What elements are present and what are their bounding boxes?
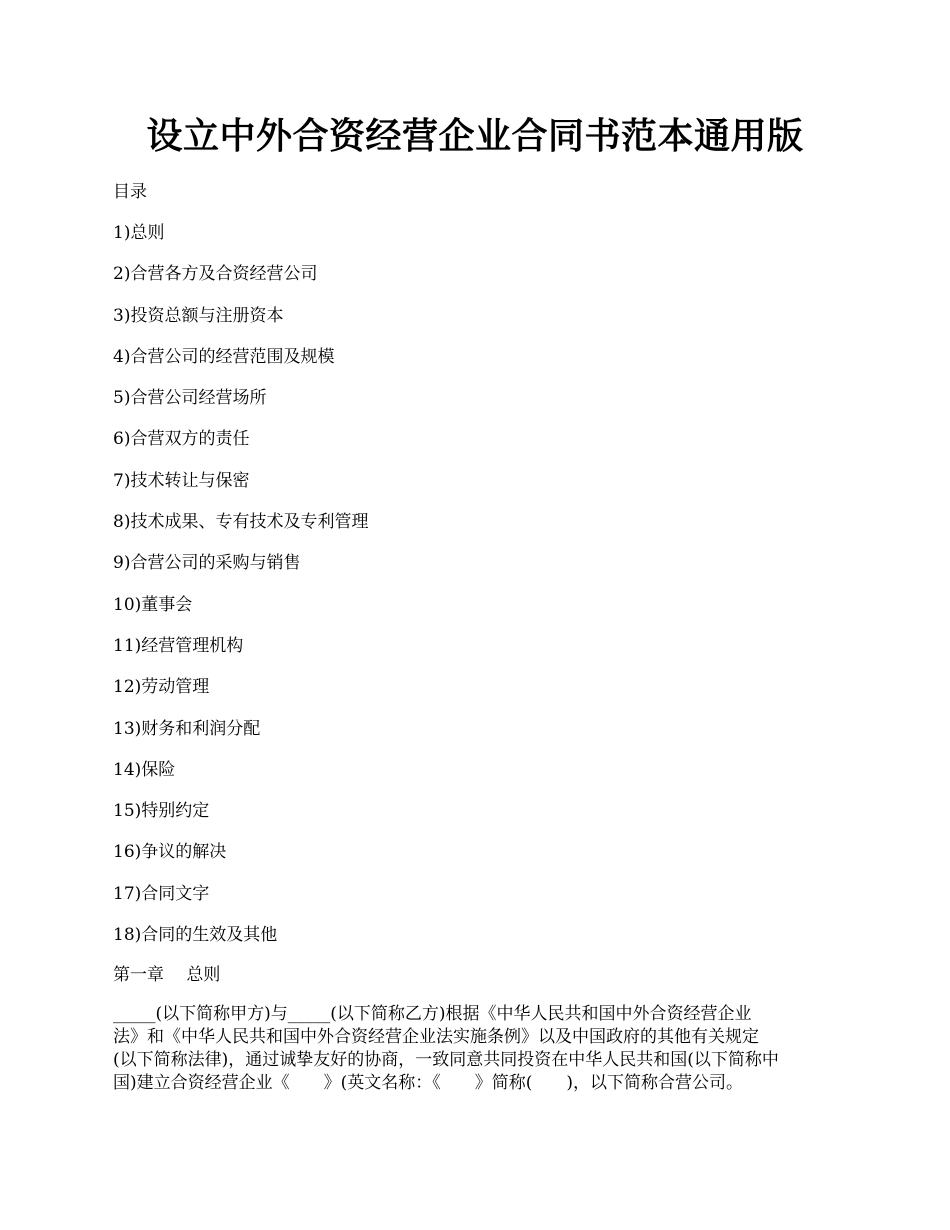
toc-item: 17)合同文字 [113, 883, 210, 904]
document-title: 设立中外合资经营企业合同书范本通用版 [146, 115, 804, 157]
toc-item: 13)财务和利润分配 [113, 718, 261, 739]
toc-item: 16)争议的解决 [113, 842, 227, 863]
paragraph-line: 国)建立合资经营企业《 》(英文名称：《 》简称( )，以下简称合营公司。 [113, 1073, 744, 1093]
paragraph-line: 法》和《中华人民共和国中外合资经营企业法实施条例》以及中国政府的其他有关规定 [113, 1027, 759, 1047]
toc-item: 12)劳动管理 [113, 677, 210, 698]
toc-item: 15)特别约定 [113, 801, 210, 822]
toc-item: 6)合营双方的责任 [113, 429, 250, 450]
toc-item: 5)合营公司经营场所 [113, 388, 267, 409]
paragraph-line: (以下简称法律)，通过诚挚友好的协商，一致同意共同投资在中华人民共和国(以下简称中 [113, 1050, 779, 1070]
toc-item: 4)合营公司的经营范围及规模 [113, 346, 335, 367]
paragraph-line: _____(以下简称甲方)与_____(以下简称乙方)根据《中华人民共和国中外合资经营企业 [113, 1004, 752, 1024]
toc-item: 2)合营各方及合资经营公司 [113, 264, 318, 285]
toc-item: 18)合同的生效及其他 [113, 925, 278, 946]
toc-item: 11)经营管理机构 [113, 635, 244, 656]
toc-item: 7)技术转让与保密 [113, 470, 250, 491]
toc-item: 9)合营公司的采购与销售 [113, 553, 301, 574]
toc-item: 10)董事会 [113, 594, 193, 615]
toc-label: 目录 [113, 182, 147, 202]
toc-item: 3)投资总额与注册资本 [113, 305, 284, 326]
body-paragraph [113, 1003, 841, 1095]
toc-item: 14)保险 [113, 759, 176, 780]
toc-item: 8)技术成果、专有技术及专利管理 [113, 512, 369, 533]
chapter-heading: 第一章 总则 [113, 965, 221, 985]
table-of-contents [113, 221, 368, 964]
toc-item: 1)总则 [113, 223, 165, 243]
